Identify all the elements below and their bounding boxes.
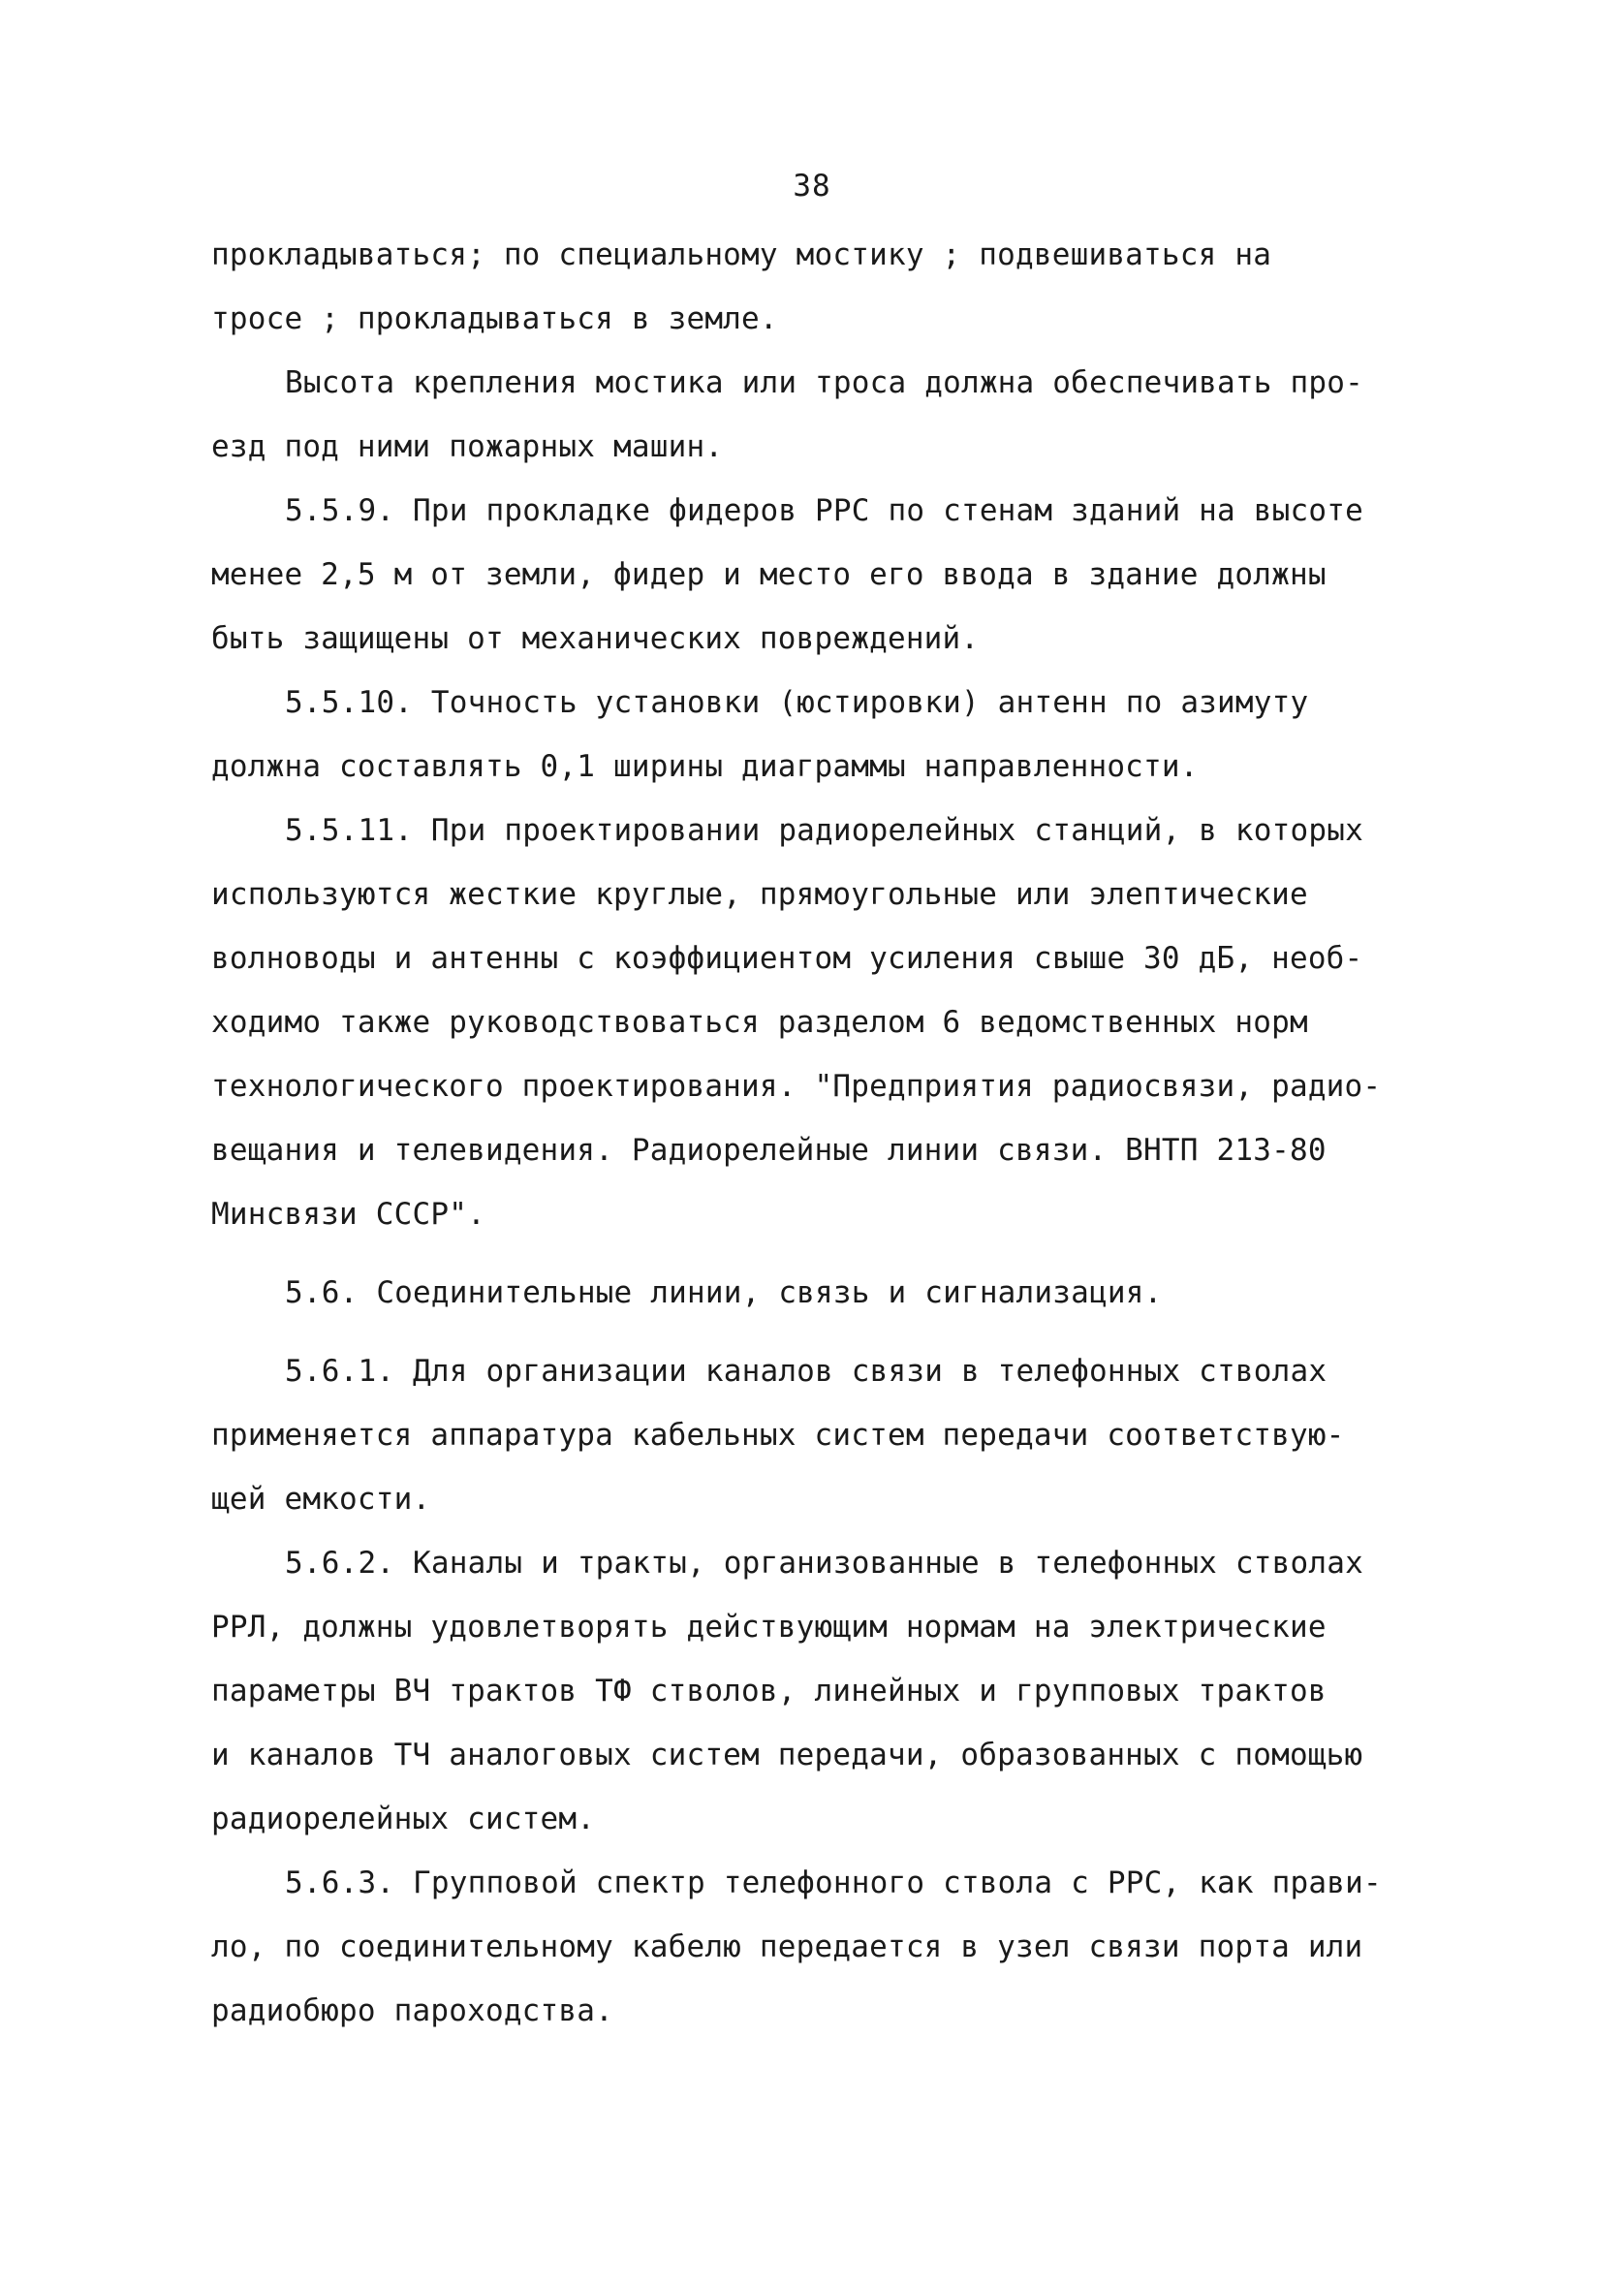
text-line: прокладываться; по специальному мостику ; подвешиваться на bbox=[211, 237, 1272, 272]
text-line: менее 2,5 м от земли, фидер и место его ввода в здание должны bbox=[211, 557, 1327, 592]
text-line: быть защищены от механических повреждений. bbox=[211, 621, 980, 656]
text-line: 5.6.1. Для организации каналов связи в телефонных стволах bbox=[285, 1354, 1327, 1389]
page-number: 38 bbox=[793, 169, 831, 204]
text-line: радиорелейных систем. bbox=[211, 1802, 596, 1836]
text-line: ло, по соединительному кабелю передается в узел связи порта или bbox=[211, 1929, 1363, 1964]
text-line: 5.6.2. Каналы и тракты, организованные в телефонных стволах bbox=[285, 1546, 1363, 1581]
body-text bbox=[211, 223, 1453, 2043]
text-line: тросе ; прокладываться в земле. bbox=[211, 301, 778, 336]
paragraph-gap bbox=[211, 1246, 1453, 1261]
text-line: РРЛ, должны удовлетворять действующим нормам на электрические bbox=[211, 1610, 1327, 1645]
text-line: езд под ними пожарных машин. bbox=[211, 429, 724, 464]
text-line: используются жесткие круглые, прямоугольные или элептические bbox=[211, 877, 1308, 912]
text-line: 5.5.9. При прокладке фидеров РРС по стенам зданий на высоте bbox=[285, 493, 1363, 528]
text-line: Минсвязи СССР". bbox=[211, 1197, 485, 1232]
text-line: ходимо также руководствоваться разделом 6 ведомственных норм bbox=[211, 1005, 1308, 1040]
text-line: 5.5.10. Точность установки (юстировки) антенн по азимуту bbox=[285, 685, 1309, 720]
text-line: 5.6. Соединительные линии, связь и сигнализация. bbox=[285, 1275, 1163, 1310]
text-line: 5.6.3. Групповой спектр телефонного ствола с РРС, как прави- bbox=[285, 1866, 1382, 1900]
text-line: применяется аппаратура кабельных систем передачи соответствую- bbox=[211, 1418, 1345, 1453]
text-line: щей емкости. bbox=[211, 1482, 431, 1517]
text-line: технологического проектирования. "Предприятия радиосвязи, радио- bbox=[211, 1069, 1382, 1104]
paragraph-gap bbox=[211, 1325, 1453, 1339]
text-line: должна составлять 0,1 ширины диаграммы направленности. bbox=[211, 749, 1199, 784]
text-line: и каналов ТЧ аналоговых систем передачи, образованных с помощью bbox=[211, 1738, 1363, 1772]
text-line: параметры ВЧ трактов ТФ стволов, линейных и групповых трактов bbox=[211, 1674, 1327, 1709]
text-line: Высота крепления мостика или троса должна обеспечивать про- bbox=[285, 365, 1363, 400]
text-line: волноводы и антенны с коэффициентом усиления свыше 30 дБ, необ- bbox=[211, 941, 1363, 976]
text-line: радиобюро пароходства. bbox=[211, 1993, 613, 2028]
text-line: 5.5.11. При проектировании радиорелейных станций, в которых bbox=[285, 813, 1363, 848]
text-line: вещания и телевидения. Радиорелейные линии связи. ВНТП 213-80 bbox=[211, 1133, 1327, 1168]
